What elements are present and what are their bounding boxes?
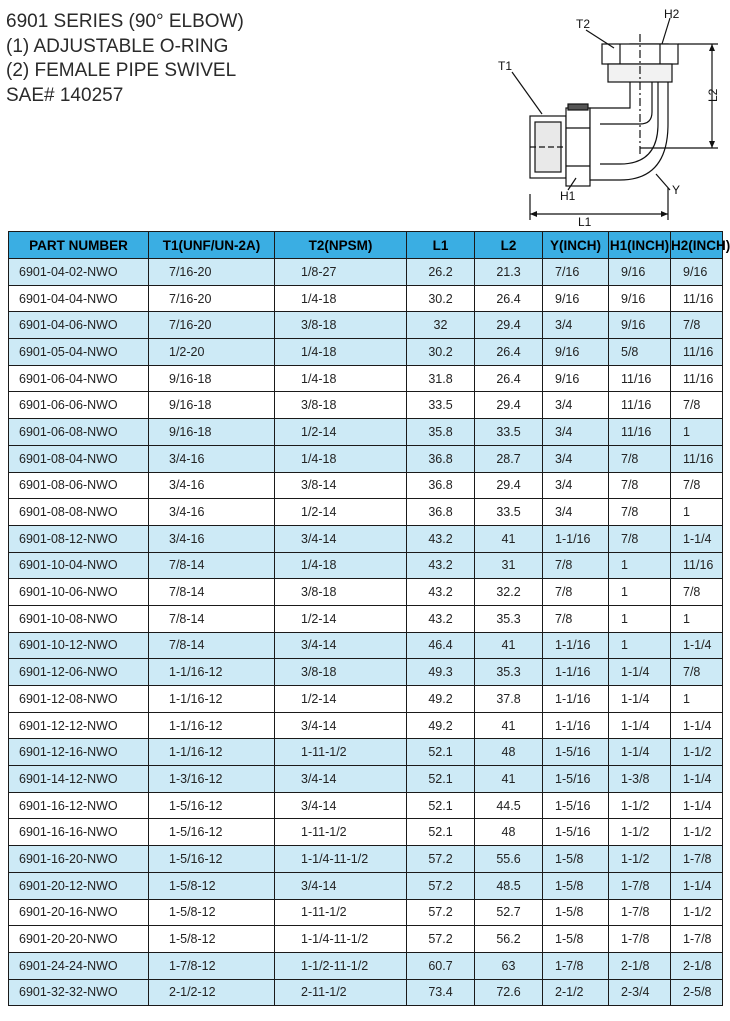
table-row <box>9 499 723 526</box>
h2-cell: 2-5/8 <box>671 979 723 1006</box>
t1-cell: 1-5/8-12 <box>149 926 275 953</box>
l1-cell: 36.8 <box>407 499 475 526</box>
t2-cell: 1-1/4-11-1/2 <box>275 926 407 953</box>
y-cell: 1-5/8 <box>543 846 609 873</box>
l1-cell: 49.2 <box>407 712 475 739</box>
t1-cell: 3/4-16 <box>149 472 275 499</box>
part-number-cell: 6901-08-08-NWO <box>9 499 149 526</box>
y-cell: 1-1/16 <box>543 686 609 713</box>
l2-cell: 56.2 <box>475 926 543 953</box>
label-t2: T2 <box>576 17 591 31</box>
table-row <box>9 686 723 713</box>
l1-cell: 60.7 <box>407 952 475 979</box>
t2-cell: 1/2-14 <box>275 686 407 713</box>
l2-cell: 26.4 <box>475 339 543 366</box>
part-number-cell: 6901-14-12-NWO <box>9 766 149 793</box>
y-cell: 1-1/16 <box>543 712 609 739</box>
table-row <box>9 472 723 499</box>
l1-cell: 52.1 <box>407 819 475 846</box>
t2-cell: 1/4-18 <box>275 339 407 366</box>
l1-cell: 36.8 <box>407 445 475 472</box>
h1-cell: 7/8 <box>609 499 671 526</box>
t1-cell: 1-5/16-12 <box>149 819 275 846</box>
y-cell: 9/16 <box>543 365 609 392</box>
h2-cell: 11/16 <box>671 445 723 472</box>
h1-cell: 2-3/4 <box>609 979 671 1006</box>
t2-cell: 3/8-18 <box>275 659 407 686</box>
t2-cell: 3/8-14 <box>275 472 407 499</box>
t2-cell: 1/4-18 <box>275 445 407 472</box>
h2-cell: 1-1/2 <box>671 899 723 926</box>
l1-cell: 52.1 <box>407 792 475 819</box>
table-row <box>9 445 723 472</box>
t1-cell: 1-3/16-12 <box>149 766 275 793</box>
l2-cell: 41 <box>475 712 543 739</box>
h2-cell: 7/8 <box>671 472 723 499</box>
part-number-cell: 6901-12-06-NWO <box>9 659 149 686</box>
l2-cell: 26.4 <box>475 285 543 312</box>
t2-cell: 3/4-14 <box>275 872 407 899</box>
header-t2: T2(NPSM) <box>275 232 407 259</box>
h2-cell: 1 <box>671 605 723 632</box>
y-cell: 1-1/16 <box>543 632 609 659</box>
l2-cell: 32.2 <box>475 579 543 606</box>
h2-cell: 1-1/4 <box>671 525 723 552</box>
t2-cell: 1/8-27 <box>275 259 407 286</box>
l1-cell: 52.1 <box>407 766 475 793</box>
h2-cell: 1-1/4 <box>671 632 723 659</box>
table-row <box>9 312 723 339</box>
label-t1: T1 <box>498 59 513 73</box>
t2-cell: 3/8-18 <box>275 392 407 419</box>
h2-cell: 9/16 <box>671 259 723 286</box>
l2-cell: 33.5 <box>475 419 543 446</box>
header-part-number: PART NUMBER <box>9 232 149 259</box>
h2-cell: 11/16 <box>671 365 723 392</box>
h1-cell: 11/16 <box>609 419 671 446</box>
t2-cell: 1/2-14 <box>275 419 407 446</box>
page-heading <box>6 10 486 108</box>
h1-cell: 11/16 <box>609 365 671 392</box>
l2-cell: 63 <box>475 952 543 979</box>
h1-cell: 9/16 <box>609 285 671 312</box>
h2-cell: 1-1/2 <box>671 739 723 766</box>
part-number-cell: 6901-04-02-NWO <box>9 259 149 286</box>
l1-cell: 57.2 <box>407 846 475 873</box>
h1-cell: 1-1/4 <box>609 712 671 739</box>
t1-cell: 1-5/16-12 <box>149 792 275 819</box>
header-l1: L1 <box>407 232 475 259</box>
part-number-cell: 6901-12-12-NWO <box>9 712 149 739</box>
y-cell: 3/4 <box>543 472 609 499</box>
y-cell: 2-1/2 <box>543 979 609 1006</box>
l1-cell: 57.2 <box>407 872 475 899</box>
table-row <box>9 285 723 312</box>
h1-cell: 1 <box>609 579 671 606</box>
part-number-cell: 6901-32-32-NWO <box>9 979 149 1006</box>
l2-cell: 26.4 <box>475 365 543 392</box>
h1-cell: 1-7/8 <box>609 899 671 926</box>
table-row <box>9 419 723 446</box>
y-cell: 1-5/16 <box>543 819 609 846</box>
l1-cell: 43.2 <box>407 579 475 606</box>
table-row <box>9 552 723 579</box>
y-cell: 7/8 <box>543 552 609 579</box>
l2-cell: 37.8 <box>475 686 543 713</box>
h2-cell: 1-1/4 <box>671 712 723 739</box>
h1-cell: 1 <box>609 552 671 579</box>
t1-cell: 7/8-14 <box>149 605 275 632</box>
y-cell: 3/4 <box>543 499 609 526</box>
t1-cell: 9/16-18 <box>149 392 275 419</box>
h1-cell: 1-7/8 <box>609 926 671 953</box>
h1-cell: 1-3/8 <box>609 766 671 793</box>
part-number-cell: 6901-06-04-NWO <box>9 365 149 392</box>
part-number-cell: 6901-20-20-NWO <box>9 926 149 953</box>
l2-cell: 21.3 <box>475 259 543 286</box>
y-cell: 1-1/16 <box>543 659 609 686</box>
t2-cell: 2-11-1/2 <box>275 979 407 1006</box>
h1-cell: 1 <box>609 632 671 659</box>
l1-cell: 57.2 <box>407 926 475 953</box>
h1-cell: 9/16 <box>609 259 671 286</box>
t1-cell: 1-1/16-12 <box>149 712 275 739</box>
l2-cell: 29.4 <box>475 392 543 419</box>
y-cell: 7/16 <box>543 259 609 286</box>
t2-cell: 3/4-14 <box>275 712 407 739</box>
table-row <box>9 979 723 1006</box>
l2-cell: 29.4 <box>475 312 543 339</box>
l1-cell: 49.3 <box>407 659 475 686</box>
l2-cell: 55.6 <box>475 846 543 873</box>
l2-cell: 41 <box>475 525 543 552</box>
y-cell: 1-5/8 <box>543 926 609 953</box>
t1-cell: 9/16-18 <box>149 419 275 446</box>
h1-cell: 7/8 <box>609 525 671 552</box>
y-cell: 3/4 <box>543 392 609 419</box>
y-cell: 3/4 <box>543 312 609 339</box>
l2-cell: 48 <box>475 819 543 846</box>
table-row <box>9 792 723 819</box>
h2-cell: 1-1/4 <box>671 766 723 793</box>
label-l1: L1 <box>578 215 592 229</box>
h1-cell: 1-1/4 <box>609 686 671 713</box>
y-cell: 1-1/16 <box>543 525 609 552</box>
part-number-cell: 6901-04-04-NWO <box>9 285 149 312</box>
l2-cell: 44.5 <box>475 792 543 819</box>
feature-line-2: (2) FEMALE PIPE SWIVEL <box>6 60 237 81</box>
l2-cell: 72.6 <box>475 979 543 1006</box>
t2-cell: 1/4-18 <box>275 285 407 312</box>
part-number-cell: 6901-04-06-NWO <box>9 312 149 339</box>
l1-cell: 32 <box>407 312 475 339</box>
t1-cell: 2-1/2-12 <box>149 979 275 1006</box>
part-number-cell: 6901-06-08-NWO <box>9 419 149 446</box>
t2-cell: 1-1/4-11-1/2 <box>275 846 407 873</box>
h2-cell: 11/16 <box>671 339 723 366</box>
t1-cell: 7/8-14 <box>149 632 275 659</box>
l2-cell: 35.3 <box>475 659 543 686</box>
part-number-cell: 6901-16-20-NWO <box>9 846 149 873</box>
header-h1: H1(INCH) <box>609 232 671 259</box>
t1-cell: 7/16-20 <box>149 259 275 286</box>
t1-cell: 7/16-20 <box>149 312 275 339</box>
h1-cell: 7/8 <box>609 472 671 499</box>
l2-cell: 48.5 <box>475 872 543 899</box>
l1-cell: 73.4 <box>407 979 475 1006</box>
h2-cell: 1 <box>671 686 723 713</box>
y-cell: 1-5/8 <box>543 899 609 926</box>
y-cell: 1-5/8 <box>543 872 609 899</box>
t2-cell: 1-11-1/2 <box>275 819 407 846</box>
l1-cell: 26.2 <box>407 259 475 286</box>
t2-cell: 1/2-14 <box>275 499 407 526</box>
t1-cell: 1-1/16-12 <box>149 659 275 686</box>
t2-cell: 3/8-18 <box>275 579 407 606</box>
table-body <box>9 259 723 1006</box>
h2-cell: 1 <box>671 499 723 526</box>
t2-cell: 1-11-1/2 <box>275 899 407 926</box>
t1-cell: 3/4-16 <box>149 499 275 526</box>
l1-cell: 30.2 <box>407 339 475 366</box>
part-number-cell: 6901-05-04-NWO <box>9 339 149 366</box>
h2-cell: 2-1/8 <box>671 952 723 979</box>
part-number-cell: 6901-10-04-NWO <box>9 552 149 579</box>
table-row <box>9 926 723 953</box>
t2-cell: 3/4-14 <box>275 766 407 793</box>
l2-cell: 33.5 <box>475 499 543 526</box>
part-number-cell: 6901-08-06-NWO <box>9 472 149 499</box>
table-row <box>9 632 723 659</box>
y-cell: 1-7/8 <box>543 952 609 979</box>
h2-cell: 7/8 <box>671 392 723 419</box>
t2-cell: 1/4-18 <box>275 552 407 579</box>
h1-cell: 1 <box>609 605 671 632</box>
table-row <box>9 259 723 286</box>
y-cell: 9/16 <box>543 285 609 312</box>
t1-cell: 7/8-14 <box>149 552 275 579</box>
t1-cell: 1-5/8-12 <box>149 899 275 926</box>
h2-cell: 1-1/4 <box>671 872 723 899</box>
part-number-cell: 6901-10-08-NWO <box>9 605 149 632</box>
t2-cell: 1/4-18 <box>275 365 407 392</box>
l1-cell: 49.2 <box>407 686 475 713</box>
part-number-cell: 6901-12-16-NWO <box>9 739 149 766</box>
part-number-cell: 6901-10-12-NWO <box>9 632 149 659</box>
h2-cell: 1-1/4 <box>671 792 723 819</box>
h1-cell: 1-1/2 <box>609 792 671 819</box>
table-row <box>9 739 723 766</box>
part-number-cell: 6901-20-12-NWO <box>9 872 149 899</box>
t1-cell: 1-5/16-12 <box>149 846 275 873</box>
header-y: Y(INCH) <box>543 232 609 259</box>
l1-cell: 43.2 <box>407 525 475 552</box>
h2-cell: 7/8 <box>671 579 723 606</box>
label-y: Y <box>672 183 681 197</box>
table-row <box>9 579 723 606</box>
l2-cell: 28.7 <box>475 445 543 472</box>
table-row <box>9 899 723 926</box>
h2-cell: 1 <box>671 419 723 446</box>
h2-cell: 11/16 <box>671 552 723 579</box>
h1-cell: 1-7/8 <box>609 872 671 899</box>
y-cell: 1-5/16 <box>543 766 609 793</box>
table-row <box>9 819 723 846</box>
l1-cell: 43.2 <box>407 552 475 579</box>
table-row <box>9 712 723 739</box>
header-h2: H2(INCH) <box>671 232 723 259</box>
label-l2: L2 <box>706 88 720 102</box>
label-h1: H1 <box>560 189 576 203</box>
t1-cell: 1-5/8-12 <box>149 872 275 899</box>
t2-cell: 3/4-14 <box>275 632 407 659</box>
feature-line-1: (1) ADJUSTABLE O-RING <box>6 35 229 57</box>
part-number-cell: 6901-24-24-NWO <box>9 952 149 979</box>
t1-cell: 3/4-16 <box>149 525 275 552</box>
part-number-cell: 6901-20-16-NWO <box>9 899 149 926</box>
h1-cell: 2-1/8 <box>609 952 671 979</box>
y-cell: 1-5/16 <box>543 739 609 766</box>
t1-cell: 7/16-20 <box>149 285 275 312</box>
l2-cell: 48 <box>475 739 543 766</box>
h1-cell: 11/16 <box>609 392 671 419</box>
h1-cell: 5/8 <box>609 339 671 366</box>
h2-cell: 11/16 <box>671 285 723 312</box>
h2-cell: 1-7/8 <box>671 846 723 873</box>
l1-cell: 52.1 <box>407 739 475 766</box>
table-row <box>9 365 723 392</box>
table-header-row <box>9 232 723 259</box>
t1-cell: 1/2-20 <box>149 339 275 366</box>
h2-cell: 7/8 <box>671 312 723 339</box>
l2-cell: 52.7 <box>475 899 543 926</box>
t1-cell: 9/16-18 <box>149 365 275 392</box>
h1-cell: 1-1/2 <box>609 819 671 846</box>
table-row <box>9 605 723 632</box>
t2-cell: 1-1/2-11-1/2 <box>275 952 407 979</box>
header-l2: L2 <box>475 232 543 259</box>
label-h2: H2 <box>664 7 680 21</box>
l2-cell: 41 <box>475 766 543 793</box>
h2-cell: 1-1/2 <box>671 819 723 846</box>
t1-cell: 7/8-14 <box>149 579 275 606</box>
y-cell: 7/8 <box>543 579 609 606</box>
t2-cell: 3/4-14 <box>275 525 407 552</box>
y-cell: 3/4 <box>543 419 609 446</box>
t1-cell: 1-1/16-12 <box>149 739 275 766</box>
part-number-cell: 6901-16-12-NWO <box>9 792 149 819</box>
l1-cell: 46.4 <box>407 632 475 659</box>
t1-cell: 1-1/16-12 <box>149 686 275 713</box>
h1-cell: 1-1/4 <box>609 739 671 766</box>
part-number-cell: 6901-08-12-NWO <box>9 525 149 552</box>
l2-cell: 41 <box>475 632 543 659</box>
t2-cell: 1/2-14 <box>275 605 407 632</box>
h2-cell: 1-7/8 <box>671 926 723 953</box>
h1-cell: 9/16 <box>609 312 671 339</box>
part-number-cell: 6901-06-06-NWO <box>9 392 149 419</box>
table-row <box>9 766 723 793</box>
part-number-cell: 6901-08-04-NWO <box>9 445 149 472</box>
t2-cell: 1-11-1/2 <box>275 739 407 766</box>
l1-cell: 31.8 <box>407 365 475 392</box>
l1-cell: 30.2 <box>407 285 475 312</box>
part-number-cell: 6901-10-06-NWO <box>9 579 149 606</box>
table-row <box>9 846 723 873</box>
t1-cell: 1-7/8-12 <box>149 952 275 979</box>
l2-cell: 31 <box>475 552 543 579</box>
l1-cell: 36.8 <box>407 472 475 499</box>
table-row <box>9 659 723 686</box>
t2-cell: 3/8-18 <box>275 312 407 339</box>
l1-cell: 35.8 <box>407 419 475 446</box>
l2-cell: 35.3 <box>475 605 543 632</box>
h1-cell: 1-1/2 <box>609 846 671 873</box>
h1-cell: 1-1/4 <box>609 659 671 686</box>
spec-table <box>8 231 730 1006</box>
t2-cell: 3/4-14 <box>275 792 407 819</box>
sae-number: SAE# 140257 <box>6 84 124 106</box>
part-number-cell: 6901-12-08-NWO <box>9 686 149 713</box>
l1-cell: 33.5 <box>407 392 475 419</box>
header-t1: T1(UNF/UN-2A) <box>149 232 275 259</box>
t1-cell: 3/4-16 <box>149 445 275 472</box>
y-cell: 7/8 <box>543 605 609 632</box>
y-cell: 3/4 <box>543 445 609 472</box>
table-row <box>9 952 723 979</box>
elbow-fitting-diagram <box>490 4 726 228</box>
l1-cell: 57.2 <box>407 899 475 926</box>
l1-cell: 43.2 <box>407 605 475 632</box>
y-cell: 9/16 <box>543 339 609 366</box>
h2-cell: 7/8 <box>671 659 723 686</box>
table-row <box>9 872 723 899</box>
table-row <box>9 339 723 366</box>
l2-cell: 29.4 <box>475 472 543 499</box>
table-row <box>9 525 723 552</box>
y-cell: 1-5/16 <box>543 792 609 819</box>
part-number-cell: 6901-16-16-NWO <box>9 819 149 846</box>
series-title: 6901 SERIES (90° ELBOW) <box>6 11 244 32</box>
h1-cell: 7/8 <box>609 445 671 472</box>
table-row <box>9 392 723 419</box>
